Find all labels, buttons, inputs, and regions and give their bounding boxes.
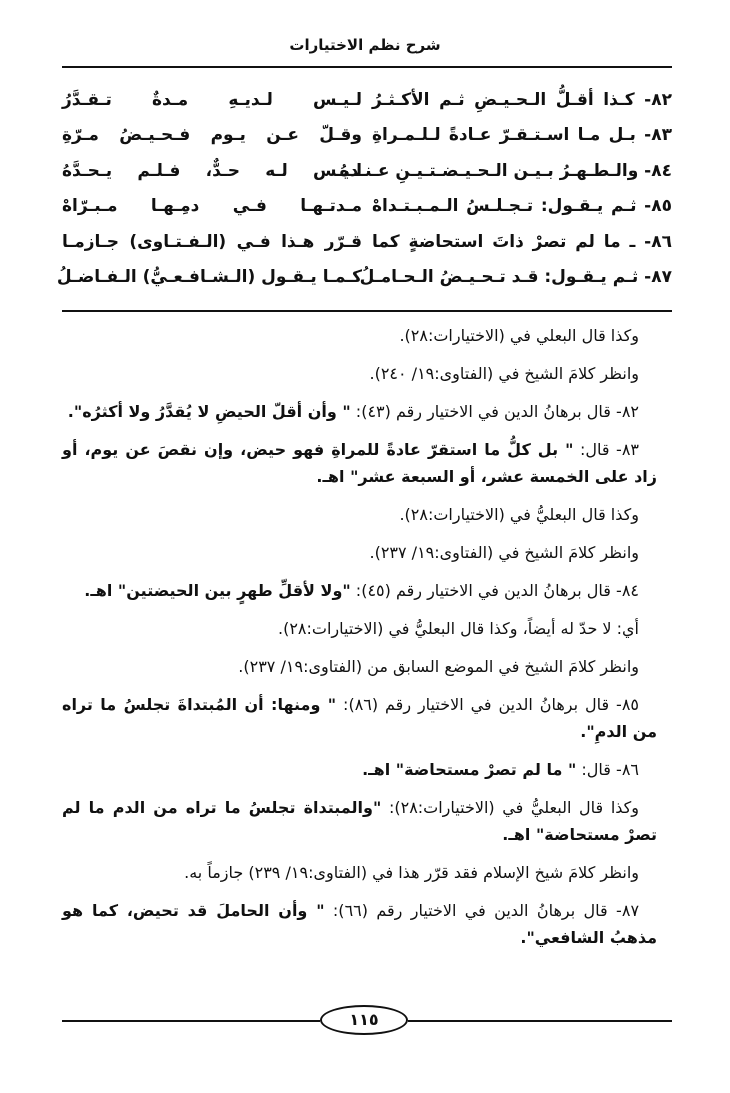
commentary-paragraph xyxy=(62,615,657,642)
quoted-text: " ما لم تصرْ مستحاضة" اهـ. xyxy=(362,760,577,779)
paragraph-text: وانظر كلامَ شيخ الإسلام فقد قرّر هذا في (الفتاوى:١٩/ ٢٣٩) جازماً به. xyxy=(184,863,639,882)
running-header-title: شرح نظم الاختيارات xyxy=(289,36,441,54)
commentary-paragraph xyxy=(62,897,657,951)
verse-row xyxy=(62,153,672,189)
verse-row xyxy=(62,82,672,118)
poem-block xyxy=(56,82,672,295)
quoted-text: "ولا لأقلِّ طهرٍ بين الحيضتين" اهـ. xyxy=(84,581,351,600)
verse-row xyxy=(62,224,672,260)
commentary-paragraph xyxy=(62,539,657,566)
commentary-text xyxy=(62,322,657,962)
paragraph-lead: ٨٢- قال برهانُ الدين في الاختيار رقم (٤٣): xyxy=(350,402,639,421)
verse-first-hemistich: ٨٤- والـطـهـرُ بـيـن الـحـيـضـتـيـنِ عـنـدهُ xyxy=(339,160,672,181)
verse-row xyxy=(62,118,672,154)
commentary-paragraph xyxy=(62,360,657,387)
verse-second-hemistich: كـمـا يـقـول (الـشـافـعـيُّ) الـفـاضـلُ xyxy=(56,267,362,288)
commentary-paragraph xyxy=(62,436,657,490)
footer-rule-left xyxy=(62,1020,320,1022)
commentary-paragraph xyxy=(62,653,657,680)
quoted-text: " ومنها: أن المُبتداةَ تجلسُ ما تراه من الدمِ". xyxy=(62,695,657,741)
verse-first-hemistich: ٨٣- بـل مـا اسـتـقـرّ عـادةً لـلـمـراةِ xyxy=(372,125,672,146)
paragraph-lead: ٨٤- قال برهانُ الدين في الاختيار رقم (٤٥): xyxy=(350,581,639,600)
paragraph-lead: وكذا قال البعليُّ في (الاختيارات:٢٨): xyxy=(381,798,640,817)
quoted-text: " وأن أقلّ الحيضِ لا يُقدَّرُ ولا أكثرُه". xyxy=(67,402,351,421)
paragraph-text: وانظر كلامَ الشيخ في (الفتاوى:١٩/ ٢٣٧). xyxy=(369,543,639,562)
verse-first-hemistich: ٨٥- ثـم يـقـول: تـجـلـسُ الـمـبـتـداهْ xyxy=(372,196,672,217)
quoted-text: "والمبتداة تجلسُ ما تراه من الدم ما لم تصرْ مستحاضة" اهـ. xyxy=(62,798,657,844)
commentary-paragraph xyxy=(62,398,657,425)
quoted-text: " بل كلُّ ما استقرّ عادةً للمراةِ فهو حيض، وإن نقصَ عن يوم، أو زاد على الخمسة عشر، أو السبعة عشر" اهـ. xyxy=(62,440,657,486)
verse-first-hemistich: ٨٢- كـذا أقـلُّ الـحـيـضِ ثـم الأكـثـرُ xyxy=(372,89,672,110)
commentary-paragraph xyxy=(62,577,657,604)
commentary-paragraph xyxy=(62,691,657,745)
verse-row xyxy=(56,260,672,296)
commentary-paragraph xyxy=(62,501,657,528)
commentary-paragraph xyxy=(62,322,657,349)
commentary-paragraph xyxy=(62,859,657,886)
commentary-paragraph xyxy=(62,794,657,848)
paragraph-lead: ٨٣- قال: xyxy=(573,440,640,459)
paragraph-text: وانظر كلامَ الشيخ في (الفتاوى:١٩/ ٢٤٠). xyxy=(369,364,639,383)
paragraph-lead: ٨٧- قال برهانُ الدين في الاختيار رقم (٦٦): xyxy=(324,901,640,920)
verse-first-hemistich: ٨٧- ثـم يـقـول: قـد تـحـيـضُ الـحـامـلُ xyxy=(359,267,672,288)
verse-second-hemistich: وقـلّ عـن يـوم فـحـيـضُ مـرّةِ xyxy=(62,125,362,146)
paragraph-text: أي: لا حدّ له أيضاً، وكذا قال البعليُّ في (الاختيارات:٢٨). xyxy=(277,619,639,638)
commentary-paragraph xyxy=(62,756,657,783)
verse-second-hemistich: لـيـس لـديـهِ مـدةٌ تـقـدَّرُ xyxy=(62,89,362,110)
header-rule xyxy=(62,66,672,68)
footer-rule-right xyxy=(408,1020,672,1022)
poem-separator-rule xyxy=(62,310,672,312)
paragraph-text: وانظر كلامَ الشيخ في الموضع السابق من (الفتاوى:١٩/ ٢٣٧). xyxy=(238,657,639,676)
paragraph-lead: ٨٦- قال: xyxy=(576,760,639,779)
verse-second-hemistich: قـرّر هـذا فـي (الـفـتـاوى) جـازمـا xyxy=(62,231,362,252)
paragraph-lead: ٨٥- قال برهانُ الدين في الاختيار رقم (٨٦): xyxy=(336,695,640,714)
quoted-text: " وأن الحاملَ قد تحيض، كما هو مذهبُ الشافعي". xyxy=(62,901,657,947)
paragraph-text: وكذا قال البعليُّ في (الاختيارات:٢٨). xyxy=(399,505,639,524)
verse-first-hemistich: ٨٦- ـ ما لم تصرْ ذاتَ استحاضةٍ كما xyxy=(372,231,672,252)
verse-second-hemistich: لـيـس لـه حـدٌّ، فـلـم يـحـدَّهُ xyxy=(62,160,362,181)
page-number: ١١٥ xyxy=(320,1005,408,1035)
verse-second-hemistich: مـدتـهـا فـي دمِـهـا مـبـرّاهْ xyxy=(62,196,362,217)
paragraph-text: وكذا قال البعلي في (الاختيارات:٢٨). xyxy=(399,326,639,345)
verse-row xyxy=(62,189,672,225)
